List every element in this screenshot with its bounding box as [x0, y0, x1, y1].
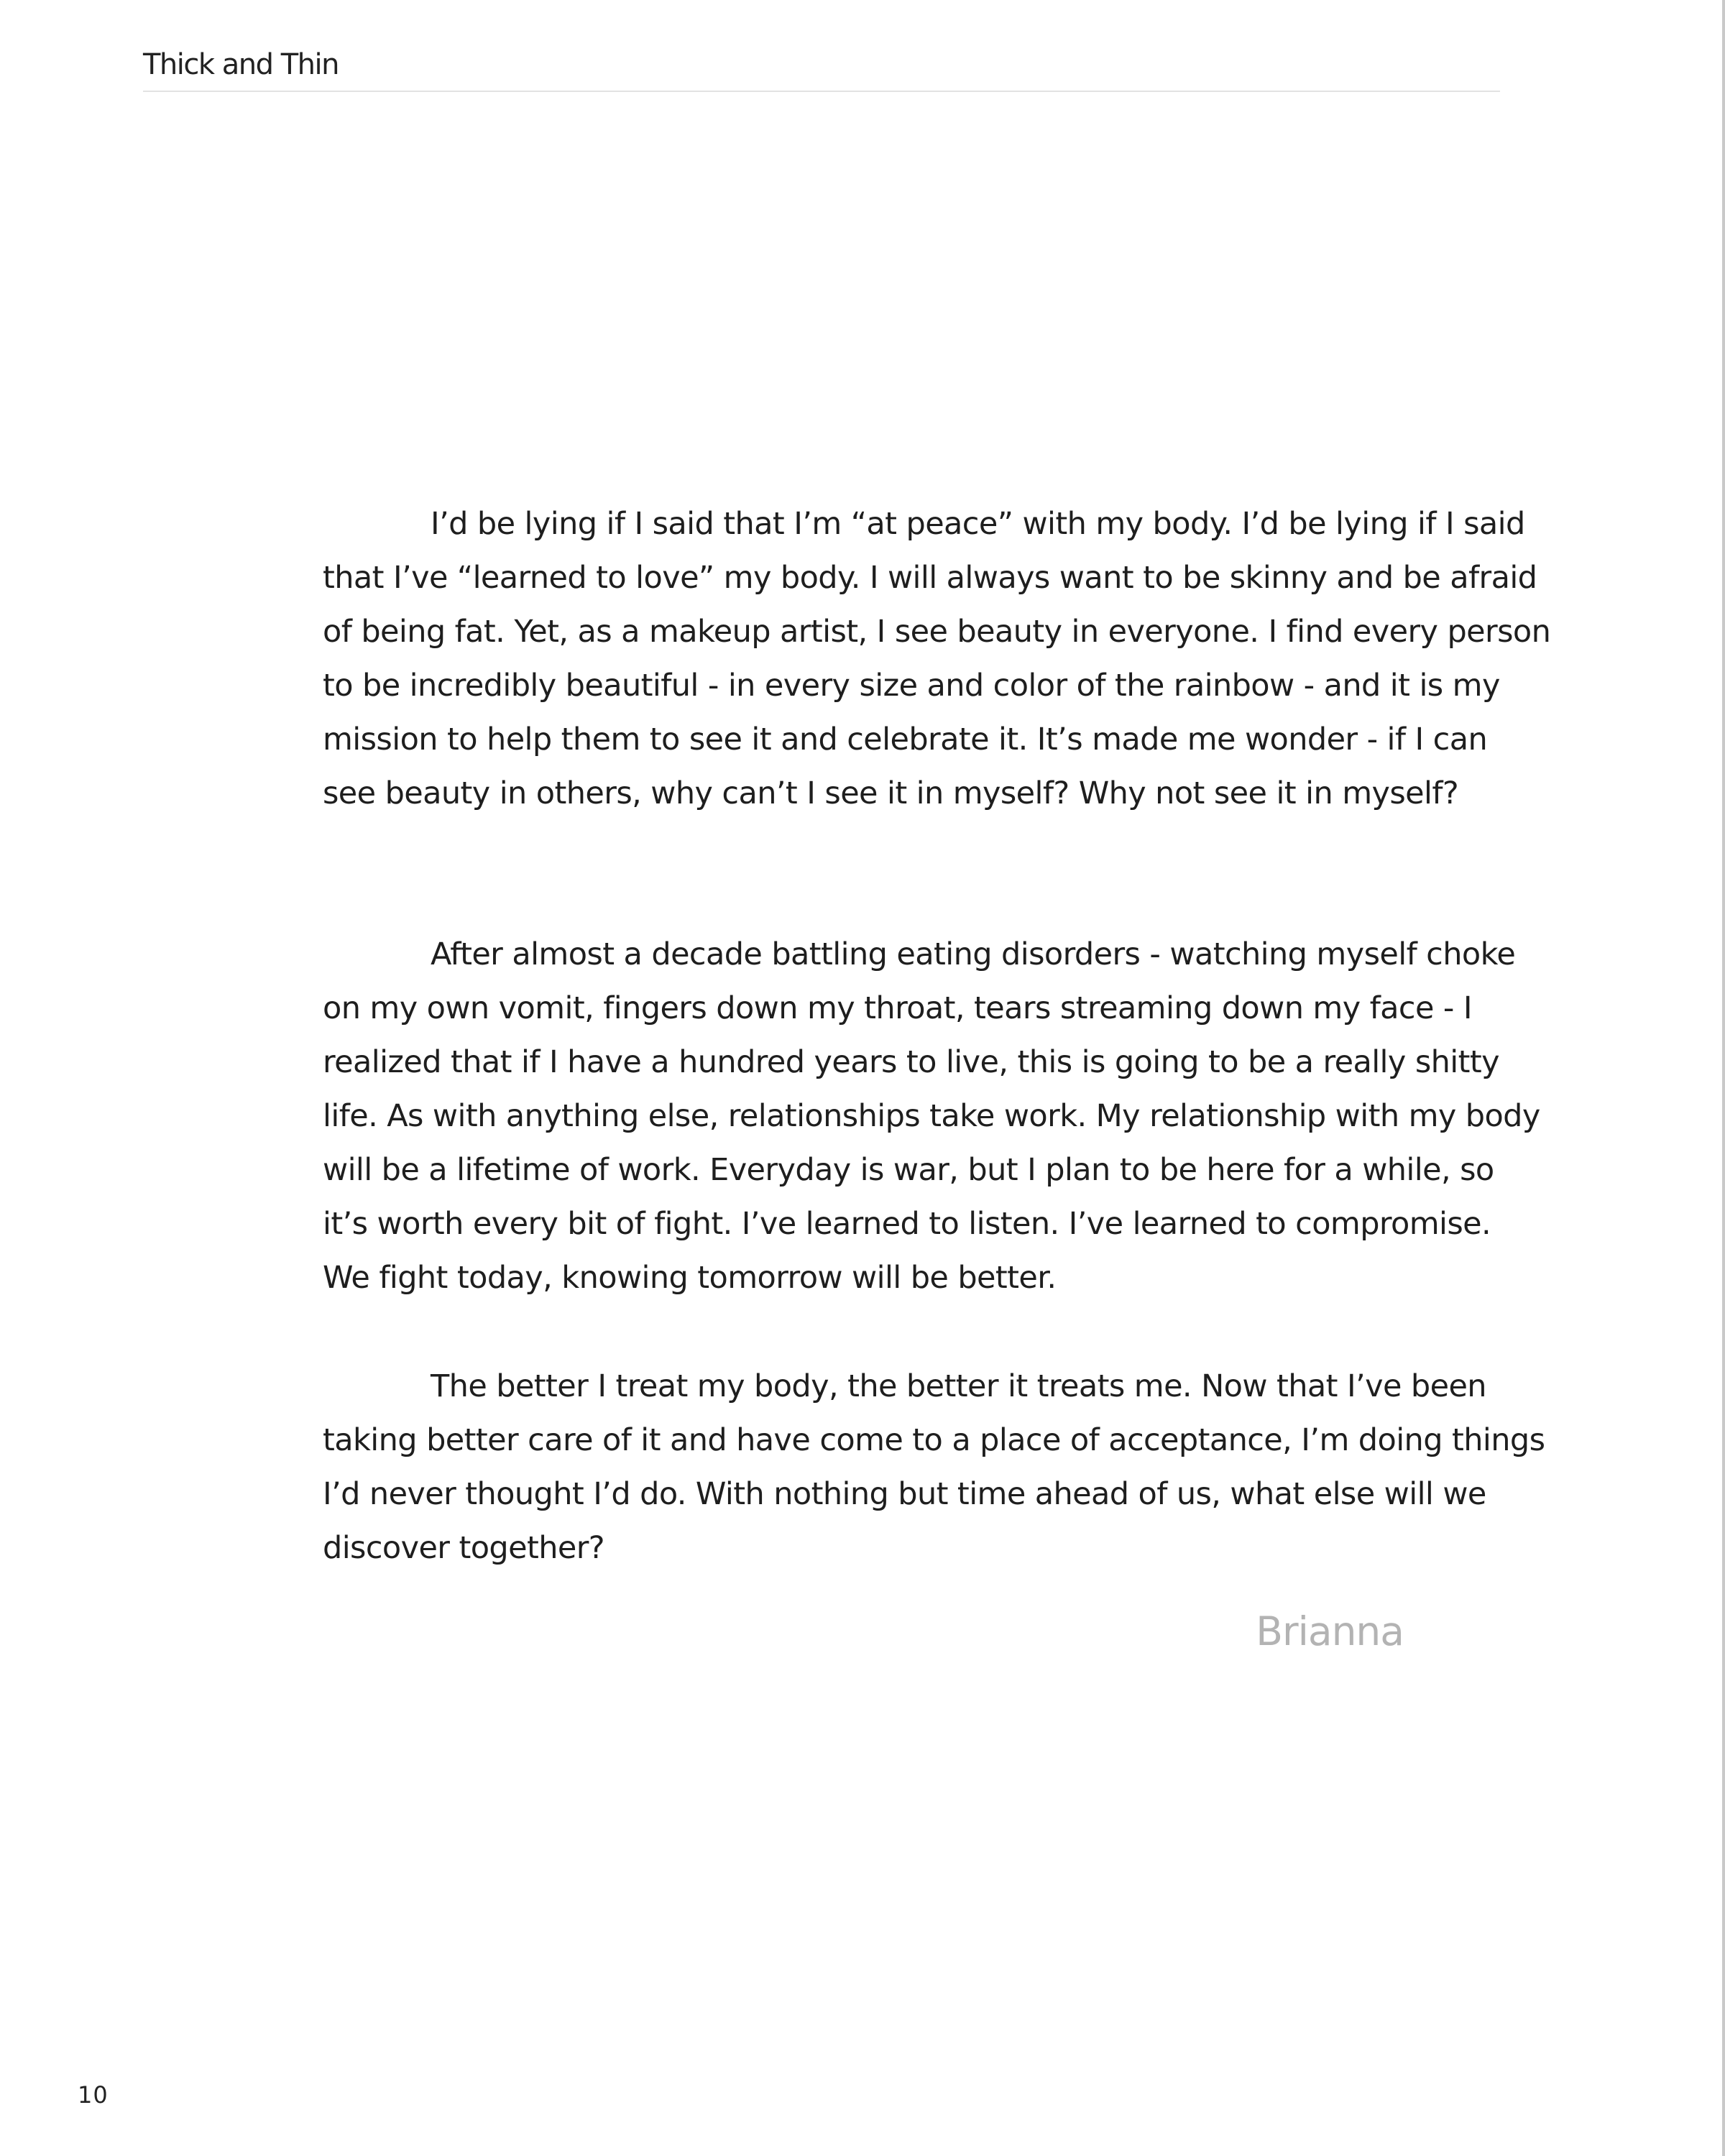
paragraph-line: of being fat. Yet, as a makeup artist, I see beauty in everyone. I find every person [323, 614, 1551, 650]
paragraph-line: I’d never thought I’d do. With nothing but time ahead of us, what else will we [323, 1476, 1486, 1512]
paragraph-line: life. As with anything else, relationships take work. My relationship with my body [323, 1098, 1540, 1134]
running-title: Thick and Thin [143, 48, 339, 81]
paragraph-line: that I’ve “learned to love” my body. I will always want to be skinny and be afraid [323, 560, 1537, 596]
paragraph-line: mission to help them to see it and celebrate it. It’s made me wonder - if I can [323, 722, 1488, 757]
paragraph-line: see beauty in others, why can’t I see it in myself? Why not see it in myself? [323, 775, 1459, 811]
running-header [143, 45, 1500, 92]
paragraph-2 [323, 928, 1540, 1305]
paragraph-line: to be incredibly beautiful - in every size and color of the rainbow - and it is my [323, 668, 1500, 704]
paragraph-3 [323, 1360, 1545, 1575]
paragraph-line: taking better care of it and have come to a place of acceptance, I’m doing things [323, 1422, 1545, 1458]
paragraph-line: on my own vomit, fingers down my throat, tears streaming down my face - I [323, 990, 1472, 1026]
paragraph-line: it’s worth every bit of fight. I’ve learned to listen. I’ve learned to compromise. [323, 1206, 1491, 1242]
paragraph-line: will be a lifetime of work. Everyday is war, but I plan to be here for a while, so [323, 1152, 1494, 1188]
paragraph-line: We fight today, knowing tomorrow will be better. [323, 1260, 1057, 1296]
paragraph-line: I’d be lying if I said that I’m “at peace” with my body. I’d be lying if I said [431, 506, 1525, 542]
page-edge-shadow [1722, 0, 1725, 2156]
paragraph-line: realized that if I have a hundred years to live, this is going to be a really shitty [323, 1044, 1499, 1080]
author-signature: Brianna [1256, 1608, 1404, 1654]
paragraph-line: The better I treat my body, the better it treats me. Now that I’ve been [431, 1368, 1486, 1404]
paragraph-line: discover together? [323, 1530, 605, 1566]
paragraph-line: After almost a decade battling eating disorders - watching myself choke [431, 936, 1516, 972]
paragraph-1 [323, 497, 1551, 821]
page-number: 10 [78, 2081, 109, 2109]
